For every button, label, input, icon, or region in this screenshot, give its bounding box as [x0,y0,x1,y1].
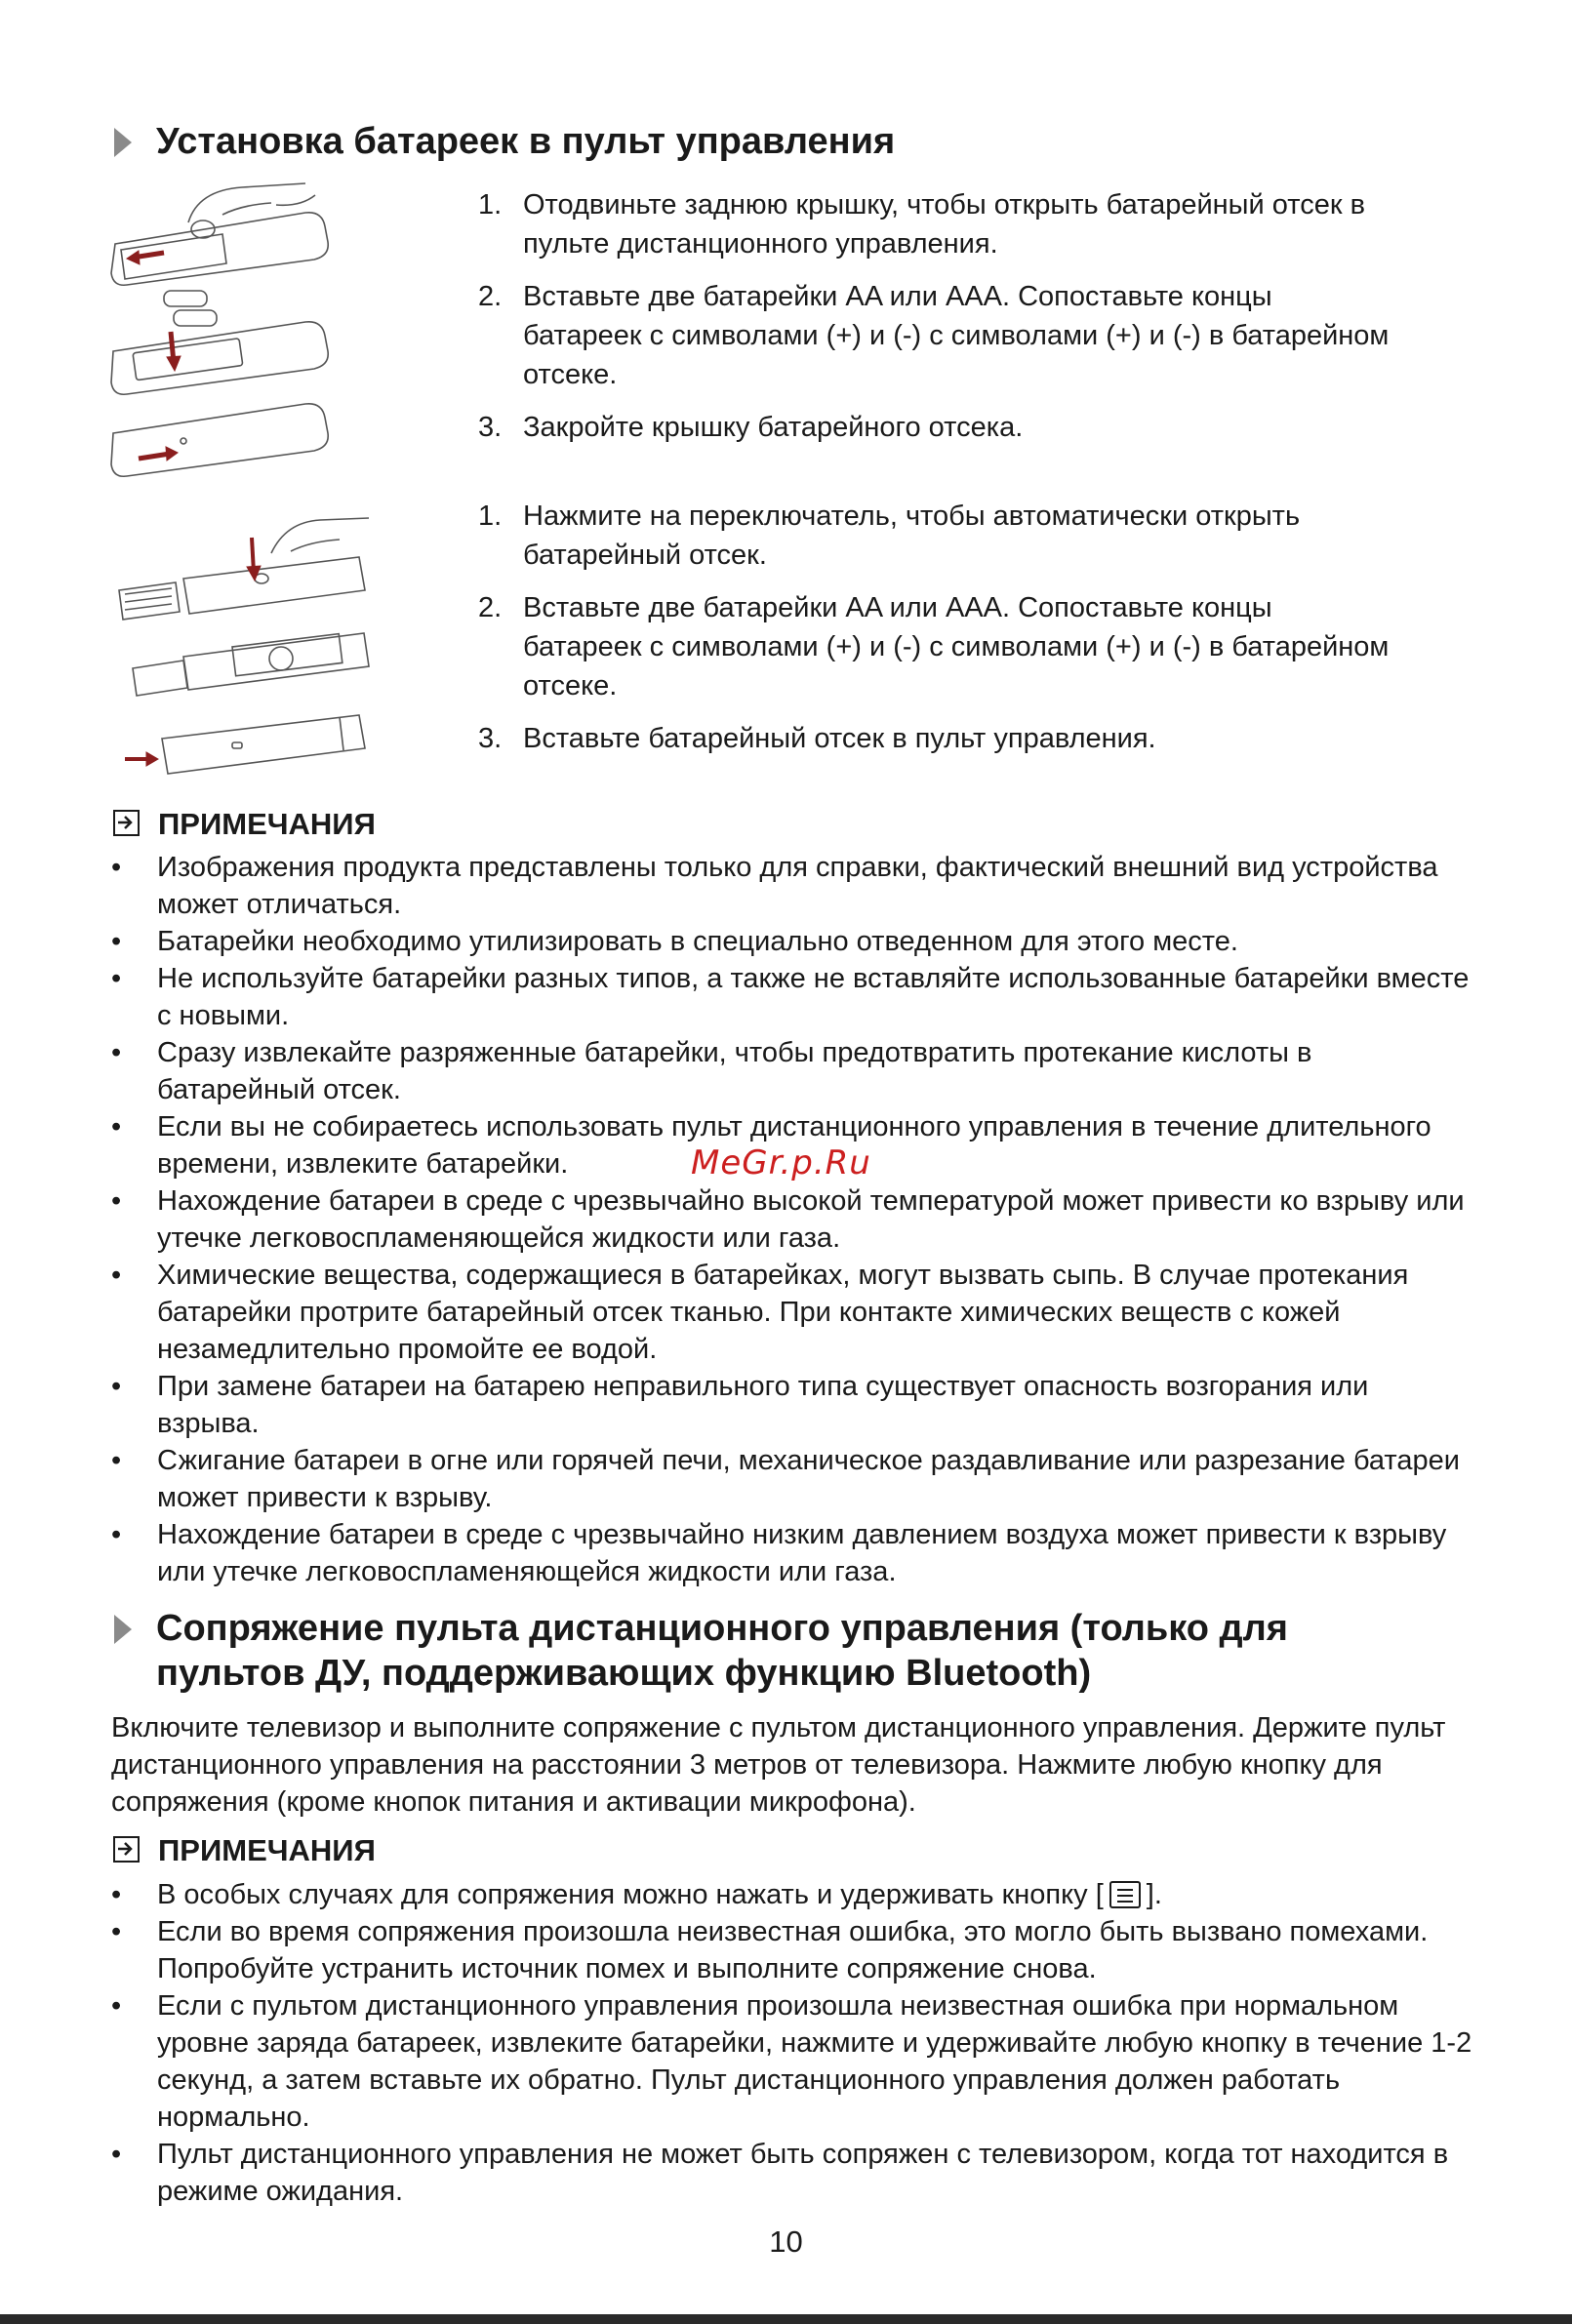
notes-heading: ПРИМЕЧАНИЯ [158,807,376,841]
list-item: • Химические вещества, содержащиеся в батарейках, могут вызвать сыпь. В случае протекания батарейки протрите батарейный отсек тканью. При контакте химических веществ с кожей незамедлительно промойте ее водой. [111,1260,1409,1365]
list-item: • Если с пультом дистанционного управления произошла неизвестная ошибка при нормальном уровне заряда батареек, извлеките батарейки, нажмите и удерживайте любую кнопку в течение 1-2 секунд, а затем вставьте их обратно. Пульт дистанционного управления должен работать нормально. [111,1990,1472,2133]
remote-illustration-b [115,512,379,776]
list-item: • Сразу извлекайте разряженные батарейки, чтобы предотвратить протекание кислоты в батарейный отсек. [111,1037,1312,1105]
step-item: 3. Вставьте батарейный отсек в пульт управления. [478,723,1156,754]
page-number: 10 [769,2224,803,2259]
list-item: • Не используйте батарейки разных типов, а также не вставляйте использованные батарейки вместе с новыми. [111,963,1470,1031]
step-item: 1. Отодвиньте заднюю крышку, чтобы открыть батарейный отсек в пульте дистанционного управления. [478,189,1366,260]
section-arrow-icon [114,1615,132,1644]
notes-heading: ПРИМЕЧАНИЯ [158,1833,376,1867]
list-item: • Нахождение батареи в среде с чрезвычайно высокой температурой может привести ко взрыву или утечке легковоспламеняющейся жидкости или газа. [111,1185,1465,1254]
list-item: • Пульт дистанционного управления не может быть сопряжен с телевизором, когда тот находится в режиме ожидания. [111,2139,1449,2207]
menu-button-icon [1109,1881,1141,1908]
remote-illustration-a [105,176,344,488]
list-item: • Если во время сопряжения произошла неизвестная ошибка, это могло быть вызвано помехами. Попробуйте устранить источник помех и выполните сопряжение снова. [111,1916,1429,1984]
step-item: 2. Вставьте две батарейки AA или AAA. Сопоставьте концы батареек с символами (+) и (-) с символами (+) и (-) в батарейном отсеке. [478,281,1390,390]
note-icon [113,1836,140,1863]
list-item: • Сжигание батареи в огне или горячей печи, механическое раздавливание или разрезание батареи может привести к взрыву. [111,1445,1460,1513]
list-item: • В особых случаях для сопряжения можно нажать и удерживать кнопку [ ]. [111,1879,1162,1910]
list-item: • Батарейки необходимо утилизировать в специально отведенном для этого месте. [111,926,1238,957]
list-item: • При замене батареи на батарею неправильного типа существует опасность возгорания или взрыва. [111,1371,1369,1439]
step-item: 1. Нажмите на переключатель, чтобы автоматически открыть батарейный отсек. [478,501,1301,571]
note-icon [113,810,140,836]
steps-battery-tray [478,497,1395,758]
section1-title: Установка батареек в пульт управления [156,121,896,162]
step-item: 3. Закройте крышку батарейного отсека. [478,412,1024,443]
page-bottom-rule [0,2314,1572,2324]
notes-list [111,1876,1477,2210]
step-item: 2. Вставьте две батарейки AA или AAA. Сопоставьте концы батареек с символами (+) и (-) с символами (+) и (-) в батарейном отсеке. [478,592,1390,701]
watermark: MeGr.p.Ru [691,1143,871,1182]
list-item: • Нахождение батареи в среде с чрезвычайно низким давлением воздуха может привести к взрыву или утечке легковоспламеняющейся жидкости или газа. [111,1519,1447,1587]
list-item: • Если вы не собираетесь использовать пульт дистанционного управления в течение длительного времени, извлеките батарейки. [111,1111,1431,1180]
list-item: • Изображения продукта представлены только для справки, фактический внешний вид устройства может отличаться. [111,852,1438,920]
section-arrow-icon [114,128,132,157]
pairing-instructions: Включите телевизор и выполните сопряжение с пультом дистанционного управления. Держите пульт дистанционного управления на расстоянии 3 метров от телевизора. Нажмите любую кнопку для сопряжения (кроме кнопок питания и активации микрофона). [111,1712,1446,1818]
section2-title: Сопряжение пульта дистанционного управления (только для пультов ДУ, поддерживающих функцию Bluetooth) [156,1608,1288,1694]
notes-list [111,849,1477,1590]
steps-sliding-cover [478,185,1395,447]
